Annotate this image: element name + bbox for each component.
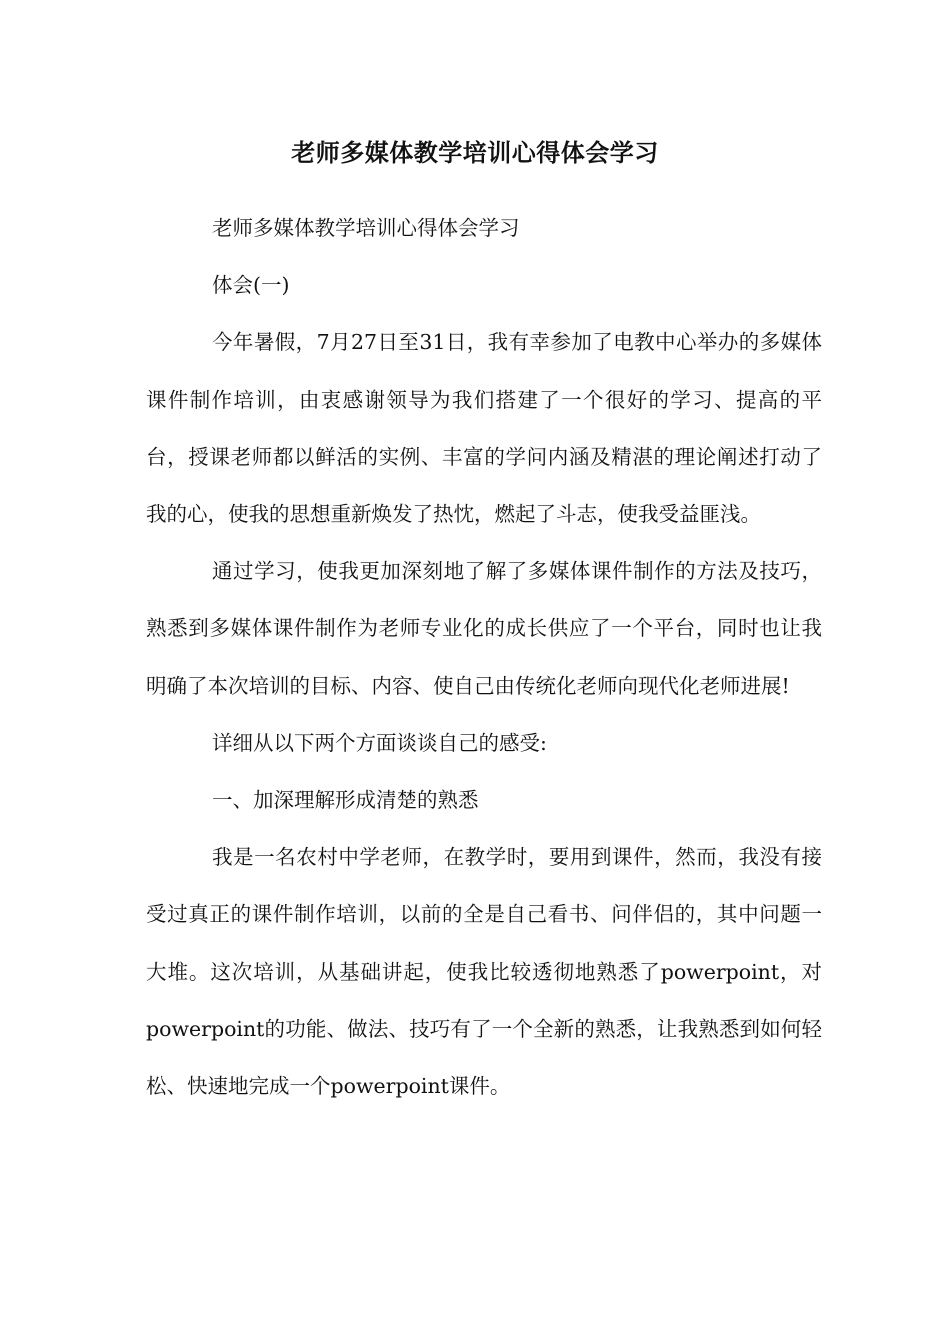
paragraph-intro: 今年暑假，7月27日至31日，我有幸参加了电教中心举办的多媒体课件制作培训，由衷感谢领导为我们搭建了一个很好的学习、提高的平台，授课老师都以鲜活的实例、丰富的学问内涵及精湛的理论阐述打动了我的心，使我的思想重新焕发了热忱，燃起了斗志，使我受益匪浅。 — [146, 330, 822, 527]
paragraph-aspects-intro: 详细从以下两个方面谈谈自己的感受: — [212, 730, 547, 755]
paragraph-learning: 通过学习，使我更加深刻地了解了多媒体课件制作的方法及技巧，熟悉到多媒体课件制作为老师专业化的成长供应了一个平台，同时也让我明确了本次培训的目标、内容、使自己由传统化老师向现代化老师进展! — [146, 559, 822, 698]
paragraph-experience: 我是一名农村中学老师，在教学时，要用到课件，然而，我没有接受过真正的课件制作培训，以前的全是自己看书、问伴侣的，其中问题一大堆。这次培训，从基础讲起，使我比较透彻地熟悉了powerpoint，对powerpoint的功能、做法、技巧有了一个全新的熟悉，让我熟悉到如何轻松、快速地完成一个powerpoint课件。 — [146, 845, 822, 1099]
paragraph-heading-one: 一、加深理解形成清楚的熟悉 — [212, 788, 479, 813]
document-title: 老师多媒体教学培训心得体会学习 — [291, 138, 659, 167]
document-body — [146, 200, 822, 1115]
paragraph-section-label: 体会(一) — [212, 273, 290, 298]
paragraph-subtitle: 老师多媒体教学培训心得体会学习 — [212, 216, 520, 240]
